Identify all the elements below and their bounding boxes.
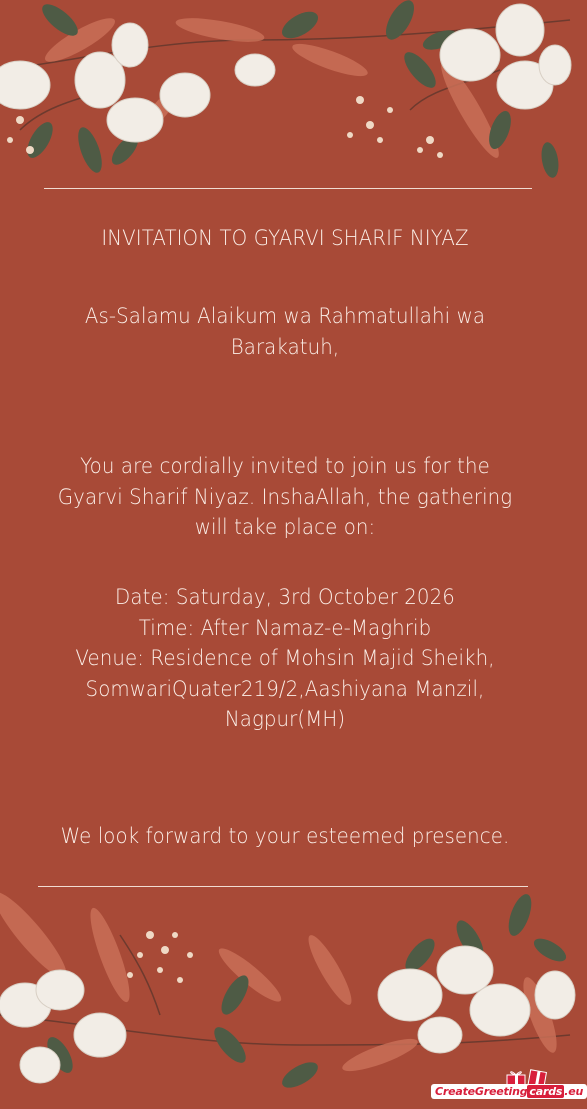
brand-name bbox=[431, 1084, 587, 1099]
closing-text: We look forward to your esteemed presence. bbox=[60, 824, 510, 849]
invite-line: Gyarvi Sharif Niyaz. InshaAllah, the gathering bbox=[57, 484, 513, 510]
brand-tld: .eu bbox=[564, 1085, 584, 1098]
greeting-paragraph bbox=[50, 302, 519, 363]
invitation-title bbox=[50, 224, 519, 255]
top-floral-garland-icon bbox=[0, 0, 570, 190]
bottom-divider bbox=[38, 886, 528, 887]
closing-line bbox=[50, 822, 519, 853]
event-venue-city: Nagpur(MH) bbox=[224, 707, 346, 732]
event-venue: Venue: Residence of Mohsin Majid Sheikh, bbox=[75, 646, 495, 671]
brand-name-part2: cards bbox=[529, 1085, 563, 1098]
event-date: Date: Saturday, 3rd October 2026 bbox=[115, 585, 455, 610]
title-line: INVITATION TO GYARVI SHARIF NIYAZ bbox=[101, 226, 469, 251]
brand-name-part1: CreateGreeting bbox=[435, 1085, 528, 1098]
event-venue-address: SomwariQuater219/2,Aashiyana Manzil, bbox=[85, 676, 485, 702]
greeting-line: Barakatuh, bbox=[230, 334, 340, 360]
invite-line: will take place on: bbox=[194, 515, 376, 540]
event-details bbox=[50, 583, 519, 736]
invitation-paragraph bbox=[50, 452, 519, 544]
invite-line: You are cordially invited to join us for the bbox=[80, 454, 490, 479]
top-divider bbox=[44, 188, 532, 189]
brand-watermark[interactable] bbox=[431, 1067, 584, 1107]
event-time: Time: After Namaz-e-Maghrib bbox=[138, 615, 432, 641]
greeting-line: As-Salamu Alaikum wa Rahmatullahi wa bbox=[84, 304, 486, 329]
